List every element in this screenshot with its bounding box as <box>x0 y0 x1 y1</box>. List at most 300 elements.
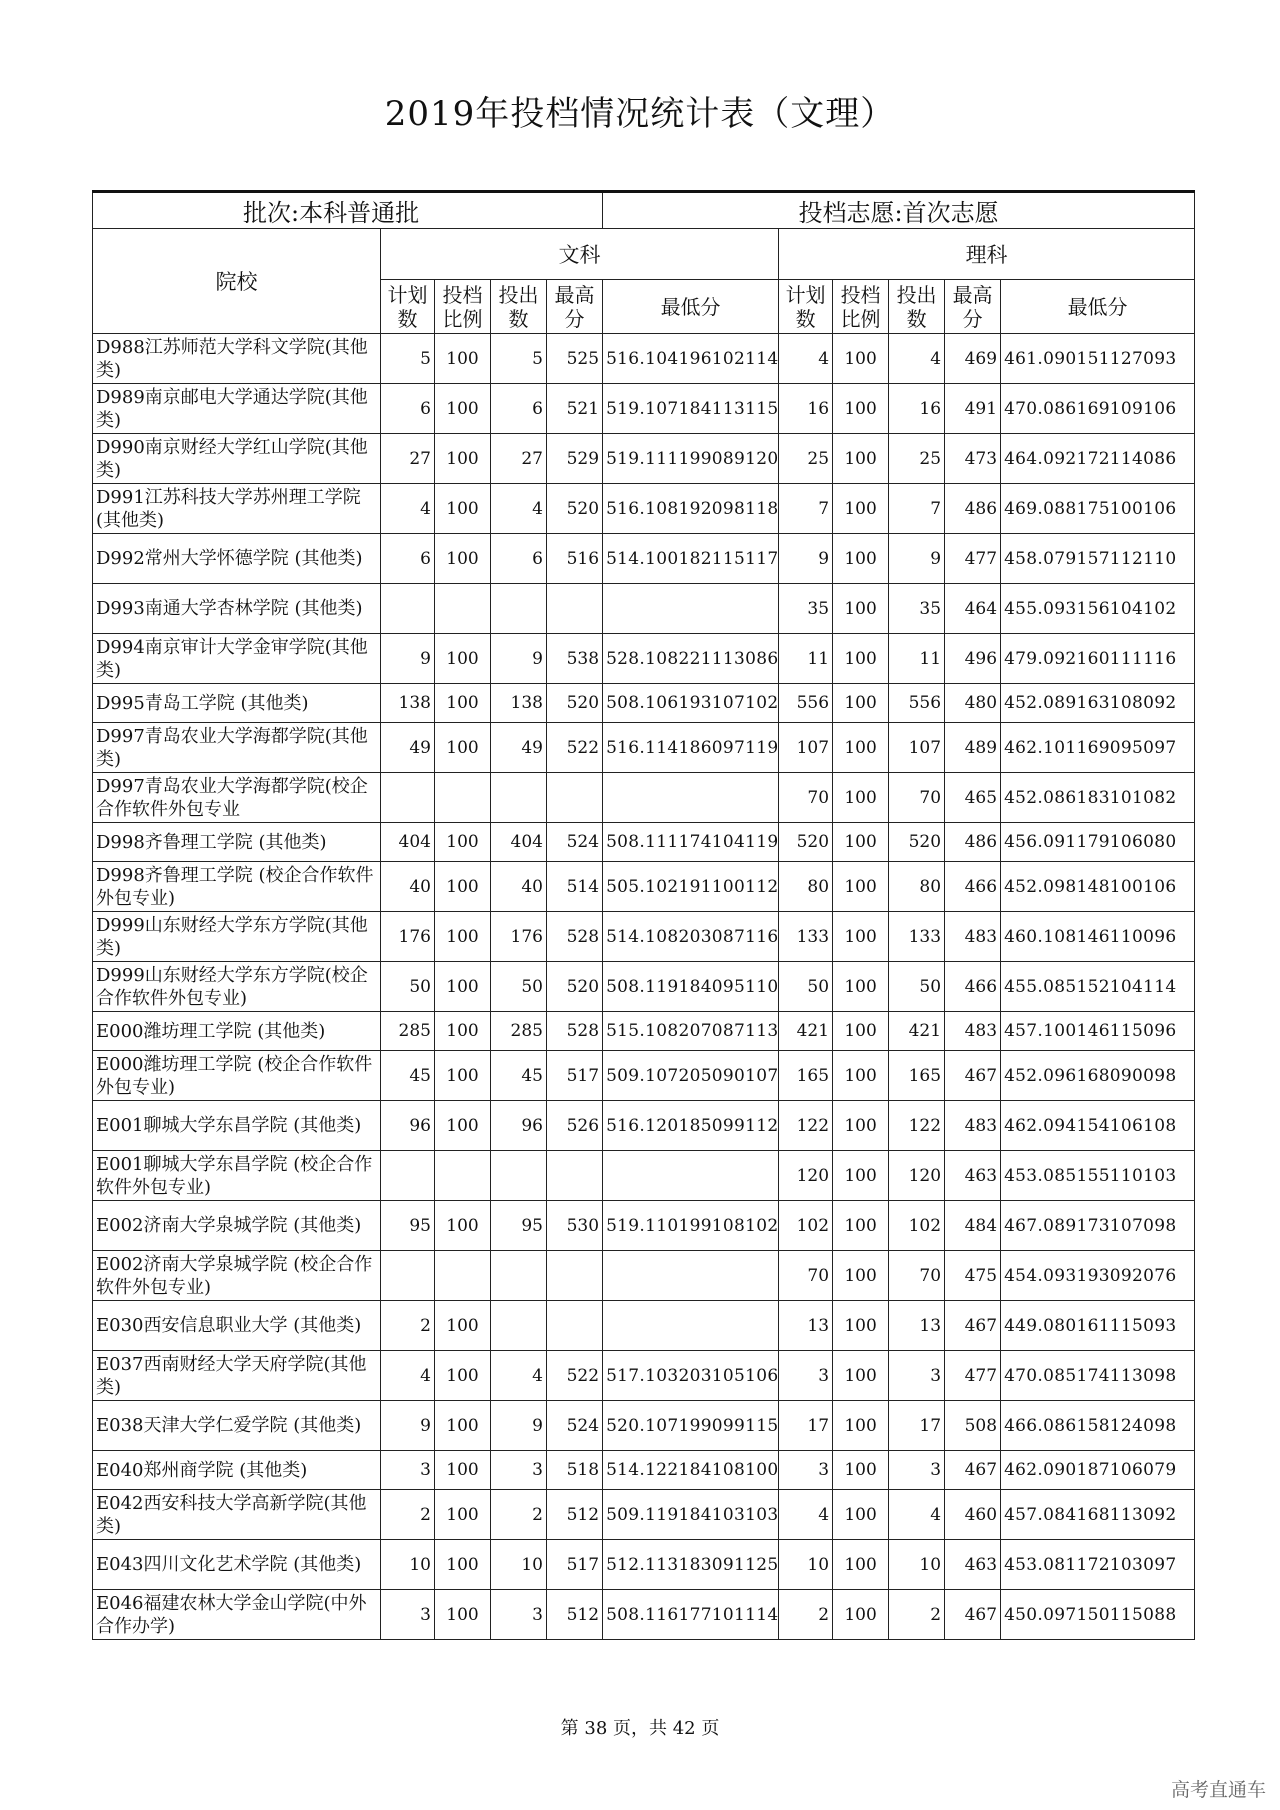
wenke-max-cell: 518 <box>547 1451 603 1490</box>
wenke-max-cell: 512 <box>547 1490 603 1540</box>
school-name: D989南京邮电大学通达学院(其他类) <box>93 384 381 434</box>
wenke-max-cell: 524 <box>547 823 603 862</box>
wenke-max-cell <box>547 584 603 634</box>
like-min-cell: 452.096168090098 <box>1001 1051 1195 1101</box>
page-title: 2019年投档情况统计表（文理） <box>384 94 896 134</box>
like-plan-cell: 2 <box>779 1590 833 1640</box>
wenke-max-cell <box>547 1301 603 1351</box>
like-min-cell: 457.100146115096 <box>1001 1012 1195 1051</box>
wenke-min-cell: 520.107199099115 <box>603 1401 779 1451</box>
wenke-max-cell <box>547 1151 603 1201</box>
like-plan-cell: 165 <box>779 1051 833 1101</box>
wenke-plan-cell: 176 <box>381 912 435 962</box>
like-ratio-cell: 100 <box>833 1540 889 1590</box>
like-max-cell: 486 <box>945 484 1001 534</box>
like-out-cell: 556 <box>889 684 945 723</box>
like-max-cell: 489 <box>945 723 1001 773</box>
wenke-max-cell: 514 <box>547 862 603 912</box>
school-name: E002济南大学泉城学院 (其他类) <box>93 1201 381 1251</box>
wenke-plan-cell: 4 <box>381 1351 435 1401</box>
like-max-cell: 467 <box>945 1301 1001 1351</box>
wenke-min-cell: 508.119184095110 <box>603 962 779 1012</box>
school-name: E030西安信息职业大学 (其他类) <box>93 1301 381 1351</box>
table-row <box>93 334 1195 384</box>
wenke-max-cell: 528 <box>547 1012 603 1051</box>
school-name: E037西南财经大学天府学院(其他类) <box>93 1351 381 1401</box>
wenke-max-cell <box>547 1251 603 1301</box>
like-plan-cell: 122 <box>779 1101 833 1151</box>
wenke-max-cell: 528 <box>547 912 603 962</box>
wenke-plan-cell: 404 <box>381 823 435 862</box>
like-out-cell: 3 <box>889 1451 945 1490</box>
table-row <box>93 1401 1195 1451</box>
like-plan-cell: 4 <box>779 334 833 384</box>
like-min-cell: 469.088175100106 <box>1001 484 1195 534</box>
like-min-cell: 479.092160111116 <box>1001 634 1195 684</box>
wenke-max-cell: 522 <box>547 723 603 773</box>
like-ratio-cell: 100 <box>833 584 889 634</box>
watermark: 高考直通车 <box>1170 1779 1266 1801</box>
like-max-cell: 465 <box>945 773 1001 823</box>
like-ratio-cell: 100 <box>833 434 889 484</box>
wenke-min-cell: 509.119184103103 <box>603 1490 779 1540</box>
wenke-ratio-header: 投档比例 <box>435 280 491 334</box>
wenke-plan-cell: 3 <box>381 1451 435 1490</box>
like-min-cell: 470.085174113098 <box>1001 1351 1195 1401</box>
like-out-cell: 3 <box>889 1351 945 1401</box>
like-min-cell: 455.085152104114 <box>1001 962 1195 1012</box>
admission-stats-table <box>92 190 1195 1640</box>
like-plan-cell: 107 <box>779 723 833 773</box>
like-plan-header: 计划数 <box>779 280 833 334</box>
wenke-plan-cell: 9 <box>381 634 435 684</box>
wenke-min-cell: 508.111174104119 <box>603 823 779 862</box>
like-min-cell: 456.091179106080 <box>1001 823 1195 862</box>
school-name: D999山东财经大学东方学院(校企合作软件外包专业) <box>93 962 381 1012</box>
school-name: D992常州大学怀德学院 (其他类) <box>93 534 381 584</box>
like-ratio-cell: 100 <box>833 723 889 773</box>
table-row <box>93 1301 1195 1351</box>
like-plan-cell: 3 <box>779 1351 833 1401</box>
wenke-min-cell: 512.113183091125 <box>603 1540 779 1590</box>
like-plan-cell: 13 <box>779 1301 833 1351</box>
like-ratio-cell: 100 <box>833 773 889 823</box>
wenke-ratio-cell: 100 <box>435 912 491 962</box>
wenke-min-cell <box>603 773 779 823</box>
like-max-cell: 484 <box>945 1201 1001 1251</box>
like-plan-cell: 35 <box>779 584 833 634</box>
wenke-plan-cell <box>381 584 435 634</box>
wenke-ratio-cell: 100 <box>435 862 491 912</box>
batch-label: 批次:本科普通批 <box>93 192 603 229</box>
school-name: D999山东财经大学东方学院(其他类) <box>93 912 381 962</box>
like-min-cell: 453.081172103097 <box>1001 1540 1195 1590</box>
like-ratio-cell: 100 <box>833 1301 889 1351</box>
like-ratio-cell: 100 <box>833 1590 889 1640</box>
wenke-ratio-cell: 100 <box>435 484 491 534</box>
wenke-plan-cell: 40 <box>381 862 435 912</box>
like-out-cell: 10 <box>889 1540 945 1590</box>
wenke-min-cell: 514.122184108100 <box>603 1451 779 1490</box>
table-row <box>93 434 1195 484</box>
like-ratio-cell: 100 <box>833 1051 889 1101</box>
like-ratio-cell: 100 <box>833 823 889 862</box>
like-ratio-cell: 100 <box>833 1251 889 1301</box>
wenke-ratio-cell: 100 <box>435 1301 491 1351</box>
school-header: 院校 <box>93 229 381 334</box>
like-ratio-cell: 100 <box>833 912 889 962</box>
like-min-cell: 462.094154106108 <box>1001 1101 1195 1151</box>
wenke-ratio-cell: 100 <box>435 634 491 684</box>
like-header: 理科 <box>779 229 1195 280</box>
like-out-cell: 25 <box>889 434 945 484</box>
like-max-cell: 466 <box>945 862 1001 912</box>
wenke-ratio-cell: 100 <box>435 1101 491 1151</box>
like-out-cell: 80 <box>889 862 945 912</box>
wenke-ratio-cell <box>435 773 491 823</box>
wenke-out-cell: 285 <box>491 1012 547 1051</box>
like-ratio-cell: 100 <box>833 1490 889 1540</box>
wenke-max-cell: 517 <box>547 1051 603 1101</box>
school-name: D988江苏师范大学科文学院(其他类) <box>93 334 381 384</box>
wenke-plan-cell <box>381 1151 435 1201</box>
table-row <box>93 912 1195 962</box>
like-min-cell: 464.092172114086 <box>1001 434 1195 484</box>
like-min-cell: 460.108146110096 <box>1001 912 1195 962</box>
like-max-header: 最高分 <box>945 280 1001 334</box>
like-plan-cell: 7 <box>779 484 833 534</box>
school-name: D990南京财经大学红山学院(其他类) <box>93 434 381 484</box>
table-row <box>93 1590 1195 1640</box>
like-out-cell: 16 <box>889 384 945 434</box>
like-max-cell: 473 <box>945 434 1001 484</box>
wenke-min-cell: 508.116177101114 <box>603 1590 779 1640</box>
like-ratio-cell: 100 <box>833 634 889 684</box>
school-name: E000潍坊理工学院 (校企合作软件外包专业) <box>93 1051 381 1101</box>
school-name: E046福建农林大学金山学院(中外合作办学) <box>93 1590 381 1640</box>
like-plan-cell: 25 <box>779 434 833 484</box>
wenke-ratio-cell: 100 <box>435 1051 491 1101</box>
like-min-cell: 462.090187106079 <box>1001 1451 1195 1490</box>
like-min-cell: 453.085155110103 <box>1001 1151 1195 1201</box>
wenke-min-header: 最低分 <box>603 280 779 334</box>
wenke-out-cell: 50 <box>491 962 547 1012</box>
like-out-cell: 13 <box>889 1301 945 1351</box>
wenke-out-cell: 2 <box>491 1490 547 1540</box>
wenke-out-cell: 96 <box>491 1101 547 1151</box>
like-out-cell: 102 <box>889 1201 945 1251</box>
like-plan-cell: 10 <box>779 1540 833 1590</box>
wenke-out-cell: 3 <box>491 1590 547 1640</box>
wenke-min-cell: 519.110199108102 <box>603 1201 779 1251</box>
like-plan-cell: 120 <box>779 1151 833 1201</box>
table-row <box>93 1051 1195 1101</box>
like-out-cell: 107 <box>889 723 945 773</box>
like-min-cell: 452.086183101082 <box>1001 773 1195 823</box>
wenke-max-cell: 526 <box>547 1101 603 1151</box>
like-ratio-cell: 100 <box>833 1451 889 1490</box>
like-max-cell: 483 <box>945 912 1001 962</box>
wenke-out-cell: 45 <box>491 1051 547 1101</box>
wenke-out-cell: 95 <box>491 1201 547 1251</box>
wenke-out-cell: 4 <box>491 484 547 534</box>
like-min-cell: 461.090151127093 <box>1001 334 1195 384</box>
like-min-cell: 449.080161115093 <box>1001 1301 1195 1351</box>
like-out-cell: 11 <box>889 634 945 684</box>
school-name: D997青岛农业大学海都学院(其他类) <box>93 723 381 773</box>
table-row <box>93 484 1195 534</box>
wenke-min-cell: 509.107205090107 <box>603 1051 779 1101</box>
table-row <box>93 723 1195 773</box>
wenke-max-cell: 525 <box>547 334 603 384</box>
table-row <box>93 962 1195 1012</box>
like-max-cell: 467 <box>945 1051 1001 1101</box>
like-min-header: 最低分 <box>1001 280 1195 334</box>
table-row <box>93 684 1195 723</box>
wenke-ratio-cell <box>435 1151 491 1201</box>
wenke-min-cell: 519.111199089120 <box>603 434 779 484</box>
wenke-max-cell: 516 <box>547 534 603 584</box>
like-ratio-cell: 100 <box>833 384 889 434</box>
like-max-cell: 477 <box>945 534 1001 584</box>
wenke-ratio-cell: 100 <box>435 723 491 773</box>
like-plan-cell: 16 <box>779 384 833 434</box>
like-out-cell: 70 <box>889 773 945 823</box>
like-out-cell: 165 <box>889 1051 945 1101</box>
like-max-cell: 464 <box>945 584 1001 634</box>
wenke-out-cell <box>491 773 547 823</box>
wenke-max-cell: 512 <box>547 1590 603 1640</box>
wenke-out-cell <box>491 1301 547 1351</box>
wenke-ratio-cell: 100 <box>435 1201 491 1251</box>
like-plan-cell: 17 <box>779 1401 833 1451</box>
wenke-plan-cell: 4 <box>381 484 435 534</box>
wenke-ratio-cell: 100 <box>435 1351 491 1401</box>
like-ratio-cell: 100 <box>833 1351 889 1401</box>
like-max-cell: 467 <box>945 1451 1001 1490</box>
wenke-plan-cell: 49 <box>381 723 435 773</box>
like-max-cell: 508 <box>945 1401 1001 1451</box>
wenke-plan-cell: 50 <box>381 962 435 1012</box>
wenke-min-cell: 528.108221113086 <box>603 634 779 684</box>
wenke-min-cell: 515.108207087113 <box>603 1012 779 1051</box>
like-max-cell: 467 <box>945 1590 1001 1640</box>
wenke-min-cell <box>603 584 779 634</box>
like-out-cell: 17 <box>889 1401 945 1451</box>
wenke-ratio-cell: 100 <box>435 384 491 434</box>
wenke-min-cell: 516.114186097119 <box>603 723 779 773</box>
like-ratio-cell: 100 <box>833 684 889 723</box>
wenke-ratio-cell: 100 <box>435 1590 491 1640</box>
wenke-out-cell: 40 <box>491 862 547 912</box>
wenke-plan-cell: 45 <box>381 1051 435 1101</box>
like-min-cell: 470.086169109106 <box>1001 384 1195 434</box>
wenke-max-cell: 520 <box>547 684 603 723</box>
wenke-max-header: 最高分 <box>547 280 603 334</box>
wenke-ratio-cell: 100 <box>435 334 491 384</box>
table-row <box>93 584 1195 634</box>
school-name: E001聊城大学东昌学院 (其他类) <box>93 1101 381 1151</box>
wenke-max-cell <box>547 773 603 823</box>
wenke-min-cell: 514.108203087116 <box>603 912 779 962</box>
like-ratio-header: 投档比例 <box>833 280 889 334</box>
like-plan-cell: 133 <box>779 912 833 962</box>
like-out-header: 投出数 <box>889 280 945 334</box>
wenke-max-cell: 520 <box>547 484 603 534</box>
wenke-ratio-cell: 100 <box>435 1490 491 1540</box>
table-row <box>93 1490 1195 1540</box>
like-ratio-cell: 100 <box>833 334 889 384</box>
wenke-plan-cell: 3 <box>381 1590 435 1640</box>
wenke-out-cell: 10 <box>491 1540 547 1590</box>
wenke-out-cell: 176 <box>491 912 547 962</box>
like-max-cell: 460 <box>945 1490 1001 1540</box>
wenke-min-cell: 505.102191100112 <box>603 862 779 912</box>
wenke-out-cell <box>491 584 547 634</box>
like-ratio-cell: 100 <box>833 1401 889 1451</box>
like-min-cell: 452.098148100106 <box>1001 862 1195 912</box>
wenke-plan-cell: 5 <box>381 334 435 384</box>
wenke-plan-cell: 9 <box>381 1401 435 1451</box>
wenke-plan-cell: 285 <box>381 1012 435 1051</box>
wenke-out-cell <box>491 1251 547 1301</box>
like-plan-cell: 70 <box>779 1251 833 1301</box>
volunteer-label: 投档志愿:首次志愿 <box>603 192 1195 229</box>
wenke-ratio-cell: 100 <box>435 962 491 1012</box>
like-out-cell: 120 <box>889 1151 945 1201</box>
like-max-cell: 483 <box>945 1012 1001 1051</box>
wenke-min-cell <box>603 1301 779 1351</box>
school-name: E000潍坊理工学院 (其他类) <box>93 1012 381 1051</box>
like-ratio-cell: 100 <box>833 484 889 534</box>
wenke-ratio-cell: 100 <box>435 1451 491 1490</box>
wenke-plan-cell <box>381 773 435 823</box>
wenke-min-cell: 516.104196102114 <box>603 334 779 384</box>
wenke-plan-cell: 138 <box>381 684 435 723</box>
school-name: D994南京审计大学金审学院(其他类) <box>93 634 381 684</box>
like-out-cell: 421 <box>889 1012 945 1051</box>
school-name: E038天津大学仁爱学院 (其他类) <box>93 1401 381 1451</box>
table-row <box>93 1101 1195 1151</box>
wenke-ratio-cell: 100 <box>435 1540 491 1590</box>
school-name: E040郑州商学院 (其他类) <box>93 1451 381 1490</box>
wenke-out-cell <box>491 1151 547 1201</box>
wenke-max-cell: 538 <box>547 634 603 684</box>
school-name: E001聊城大学东昌学院 (校企合作软件外包专业) <box>93 1151 381 1201</box>
wenke-min-cell: 517.103203105106 <box>603 1351 779 1401</box>
like-min-cell: 452.089163108092 <box>1001 684 1195 723</box>
wenke-max-cell: 520 <box>547 962 603 1012</box>
wenke-min-cell <box>603 1251 779 1301</box>
school-name: D991江苏科技大学苏州理工学院(其他类) <box>93 484 381 534</box>
school-name: D995青岛工学院 (其他类) <box>93 684 381 723</box>
wenke-plan-cell: 6 <box>381 534 435 584</box>
table-row <box>93 1151 1195 1201</box>
like-min-cell: 462.101169095097 <box>1001 723 1195 773</box>
like-plan-cell: 11 <box>779 634 833 684</box>
table-row <box>93 534 1195 584</box>
like-min-cell: 455.093156104102 <box>1001 584 1195 634</box>
like-out-cell: 9 <box>889 534 945 584</box>
wenke-plan-cell: 2 <box>381 1490 435 1540</box>
like-plan-cell: 556 <box>779 684 833 723</box>
wenke-min-cell <box>603 1151 779 1201</box>
wenke-max-cell: 517 <box>547 1540 603 1590</box>
like-plan-cell: 70 <box>779 773 833 823</box>
wenke-ratio-cell: 100 <box>435 1012 491 1051</box>
like-max-cell: 466 <box>945 962 1001 1012</box>
table-row <box>93 1201 1195 1251</box>
wenke-max-cell: 530 <box>547 1201 603 1251</box>
wenke-out-cell: 5 <box>491 334 547 384</box>
table-row <box>93 1540 1195 1590</box>
like-plan-cell: 9 <box>779 534 833 584</box>
wenke-min-cell: 519.107184113115 <box>603 384 779 434</box>
wenke-out-header: 投出数 <box>491 280 547 334</box>
wenke-out-cell: 138 <box>491 684 547 723</box>
like-max-cell: 480 <box>945 684 1001 723</box>
wenke-ratio-cell: 100 <box>435 434 491 484</box>
table-row <box>93 1251 1195 1301</box>
wenke-max-cell: 524 <box>547 1401 603 1451</box>
like-max-cell: 475 <box>945 1251 1001 1301</box>
wenke-ratio-cell <box>435 1251 491 1301</box>
wenke-min-cell: 516.108192098118 <box>603 484 779 534</box>
wenke-plan-cell <box>381 1251 435 1301</box>
like-plan-cell: 520 <box>779 823 833 862</box>
table-row <box>93 823 1195 862</box>
like-out-cell: 133 <box>889 912 945 962</box>
like-plan-cell: 50 <box>779 962 833 1012</box>
wenke-plan-cell: 2 <box>381 1301 435 1351</box>
like-ratio-cell: 100 <box>833 862 889 912</box>
wenke-out-cell: 3 <box>491 1451 547 1490</box>
like-max-cell: 477 <box>945 1351 1001 1401</box>
wenke-out-cell: 6 <box>491 384 547 434</box>
like-plan-cell: 80 <box>779 862 833 912</box>
like-out-cell: 7 <box>889 484 945 534</box>
like-min-cell: 466.086158124098 <box>1001 1401 1195 1451</box>
like-min-cell: 467.089173107098 <box>1001 1201 1195 1251</box>
wenke-plan-cell: 96 <box>381 1101 435 1151</box>
wenke-max-cell: 529 <box>547 434 603 484</box>
like-ratio-cell: 100 <box>833 534 889 584</box>
like-out-cell: 4 <box>889 1490 945 1540</box>
wenke-plan-cell: 10 <box>381 1540 435 1590</box>
school-name: D998齐鲁理工学院 (校企合作软件外包专业) <box>93 862 381 912</box>
table-row <box>93 773 1195 823</box>
wenke-plan-cell: 95 <box>381 1201 435 1251</box>
school-name: E042西安科技大学高新学院(其他类) <box>93 1490 381 1540</box>
wenke-ratio-cell: 100 <box>435 823 491 862</box>
table-row <box>93 1451 1195 1490</box>
wenke-out-cell: 27 <box>491 434 547 484</box>
like-min-cell: 458.079157112110 <box>1001 534 1195 584</box>
like-max-cell: 463 <box>945 1540 1001 1590</box>
like-plan-cell: 3 <box>779 1451 833 1490</box>
like-min-cell: 454.093193092076 <box>1001 1251 1195 1301</box>
like-ratio-cell: 100 <box>833 1012 889 1051</box>
wenke-out-cell: 49 <box>491 723 547 773</box>
school-name: E002济南大学泉城学院 (校企合作软件外包专业) <box>93 1251 381 1301</box>
wenke-min-cell: 516.120185099112 <box>603 1101 779 1151</box>
table-row <box>93 1351 1195 1401</box>
like-out-cell: 4 <box>889 334 945 384</box>
wenke-max-cell: 521 <box>547 384 603 434</box>
wenke-out-cell: 9 <box>491 1401 547 1451</box>
table-row <box>93 862 1195 912</box>
like-max-cell: 486 <box>945 823 1001 862</box>
